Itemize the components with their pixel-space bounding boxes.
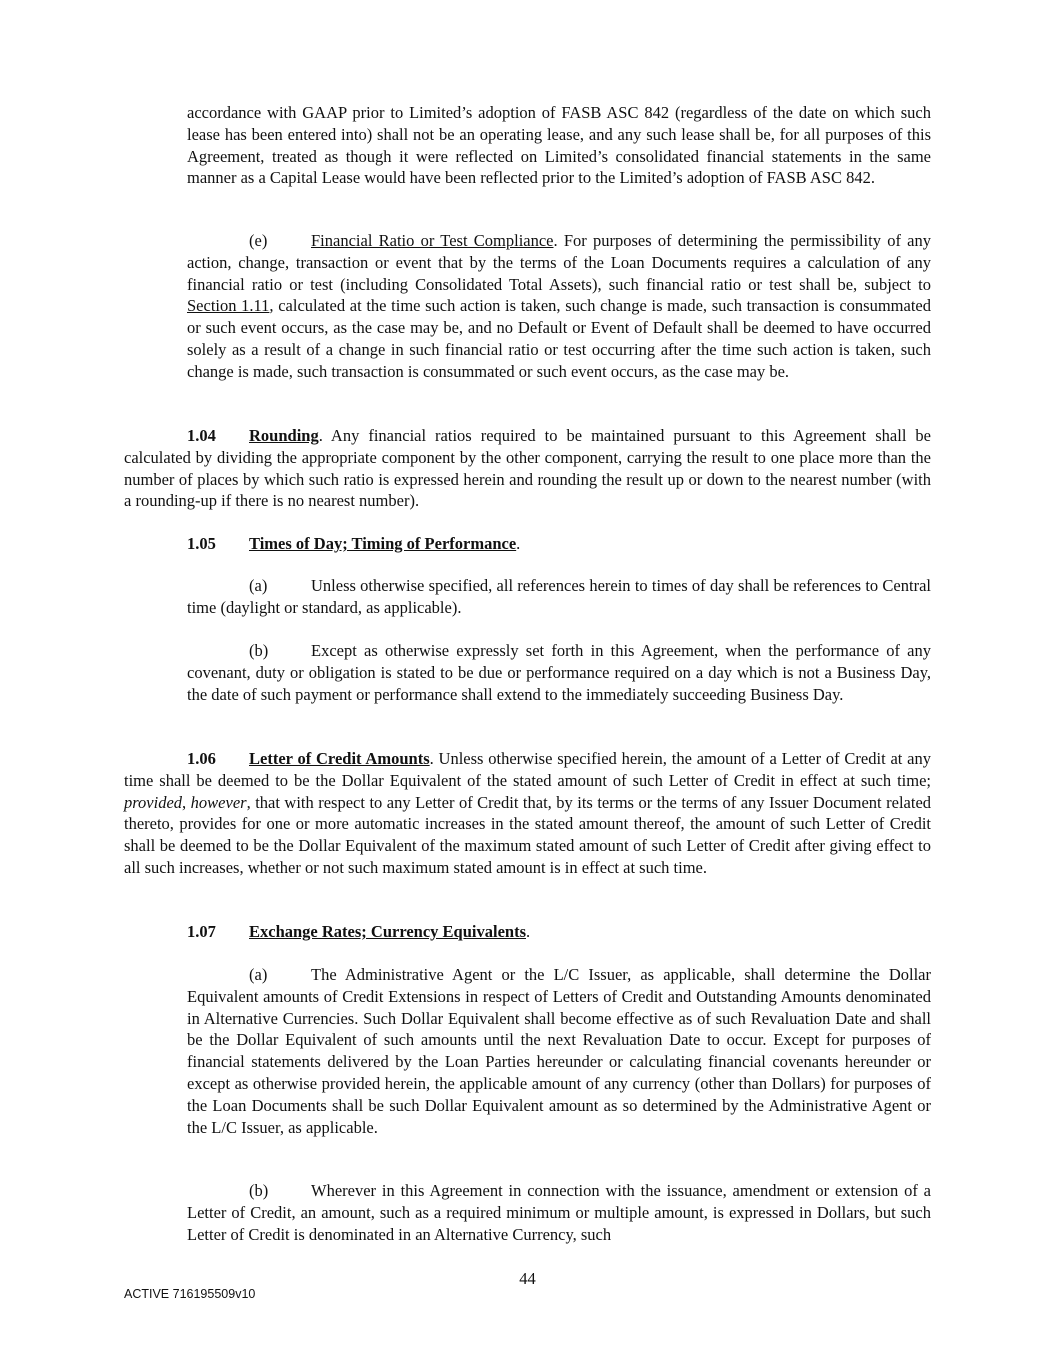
section-title: Rounding	[249, 426, 319, 445]
clause-e: (e) Financial Ratio or Test Compliance. For purposes of determining the permissibility of any action, change, transaction or event that by the terms of the Loan Documents requires a calculation of any financial ratio or test (including Consolidated Total Assets), such financial ratio or test shall be, subject to Section 1.11, calculated at the time such action is taken, such change is made, such transaction is consummated or such event occurs, as the case may be, and no Default or Event of Default shall be deemed to have occurred solely as a result of a change in such financial ratio or test occurring after the time such action is taken, such change is made, such transaction is consummated or such event occurs, as the case may be.	[187, 231, 931, 381]
section-reference: Section 1.11	[187, 296, 270, 316]
clause-label: (b)	[249, 641, 269, 660]
page-number: 44	[519, 1269, 536, 1288]
section-title: Letter of Credit Amounts	[249, 749, 430, 768]
section-title: Times of Day; Timing of Performance	[249, 534, 517, 553]
clause-1-07-a: (a) The Administrative Agent or the L/C Issuer, as applicable, shall determine the Dollar Equivalent amounts of Credit Extensions in respect of Letters of Credit and Outstanding Amounts denominated in Alternative Currencies. Such Dollar Equivalent shall become effective as of such Revaluation Date and shall be the Dollar Equivalent of such amounts until the next Revaluation Date to occur. Except for purposes of financial statements delivered by the Loan Parties hereunder or calculating financial covenants hereunder or except as otherwise provided herein, the applicable amount of any currency (other than Dollars) for purposes of the Loan Documents shall be such Dollar Equivalent amount as so determined by the Administrative Agent or the L/C Issuer, as applicable.	[187, 965, 931, 1137]
section-number: 1.05	[187, 534, 216, 553]
section-1-05-heading: 1.05 Times of Day; Timing of Performance.	[187, 534, 521, 553]
clause-label: (b)	[249, 1181, 269, 1200]
section-1-07-heading: 1.07 Exchange Rates; Currency Equivalents.	[187, 922, 531, 941]
section-title: Exchange Rates; Currency Equivalents	[249, 922, 526, 941]
section-number: 1.04	[187, 426, 216, 445]
clause-1-05-a: (a) Unless otherwise specified, all references herein to times of day shall be references to Central time (daylight or standard, as applicable).	[187, 576, 931, 617]
clause-label: (a)	[249, 576, 268, 595]
clause-title: Financial Ratio or Test Compliance	[311, 231, 554, 250]
document-footer-id: ACTIVE 716195509v10	[124, 1287, 256, 1301]
clause-label: (a)	[249, 965, 268, 984]
section-number: 1.07	[187, 922, 216, 941]
clause-label: (e)	[249, 231, 268, 250]
clause-1-05-b: (b) Except as otherwise expressly set forth in this Agreement, when the performance of any covenant, duty or obligation is stated to be due or performance required on a day which is not a Business Day, the date of such payment or performance shall extend to the immediately succeeding Business Day.	[187, 641, 931, 704]
clause-1-07-b: (b) Wherever in this Agreement in connection with the issuance, amendment or extension of a Letter of Credit, an amount, such as a required minimum or multiple amount, is expressed in Dollars, but such Letter of Credit is denominated in an Alternative Currency, such	[187, 1181, 931, 1244]
section-1-06: 1.06 Letter of Credit Amounts. Unless otherwise specified herein, the amount of a Letter of Credit at any time shall be deemed to be the Dollar Equivalent of the stated amount of such Letter of Credit in effect at such time; provided, however, that with respect to any Letter of Credit that, by its terms or the terms of any Issuer Document related thereto, provides for one or more automatic increases in the stated amount thereof, the amount of such Letter of Credit shall be deemed to be the Dollar Equivalent of the maximum stated amount of such Letter of Credit after giving effect to all such increases, whether or not such maximum stated amount is in effect at such time.	[124, 749, 932, 877]
paragraph-continuation: accordance with GAAP prior to Limited’s adoption of FASB ASC 842 (regardless of the date on which such lease has been entered into) shall not be an operating lease, and any such lease shall be, for all purposes of this Agreement, treated as though it were reflected on Limited’s consolidated financial statements in the same manner as a Capital Lease would have been reflected prior to the Limited’s adoption of FASB ASC 842.	[187, 103, 931, 188]
section-number: 1.06	[187, 749, 216, 768]
section-1-04: 1.04 Rounding. Any financial ratios required to be maintained pursuant to this Agreement shall be calculated by dividing the appropriate component by the other component, carrying the result to one place more than the number of places by which such ratio is expressed herein and rounding the result up or down to the nearest number (with a rounding-up if there is no nearest number).	[124, 426, 931, 511]
